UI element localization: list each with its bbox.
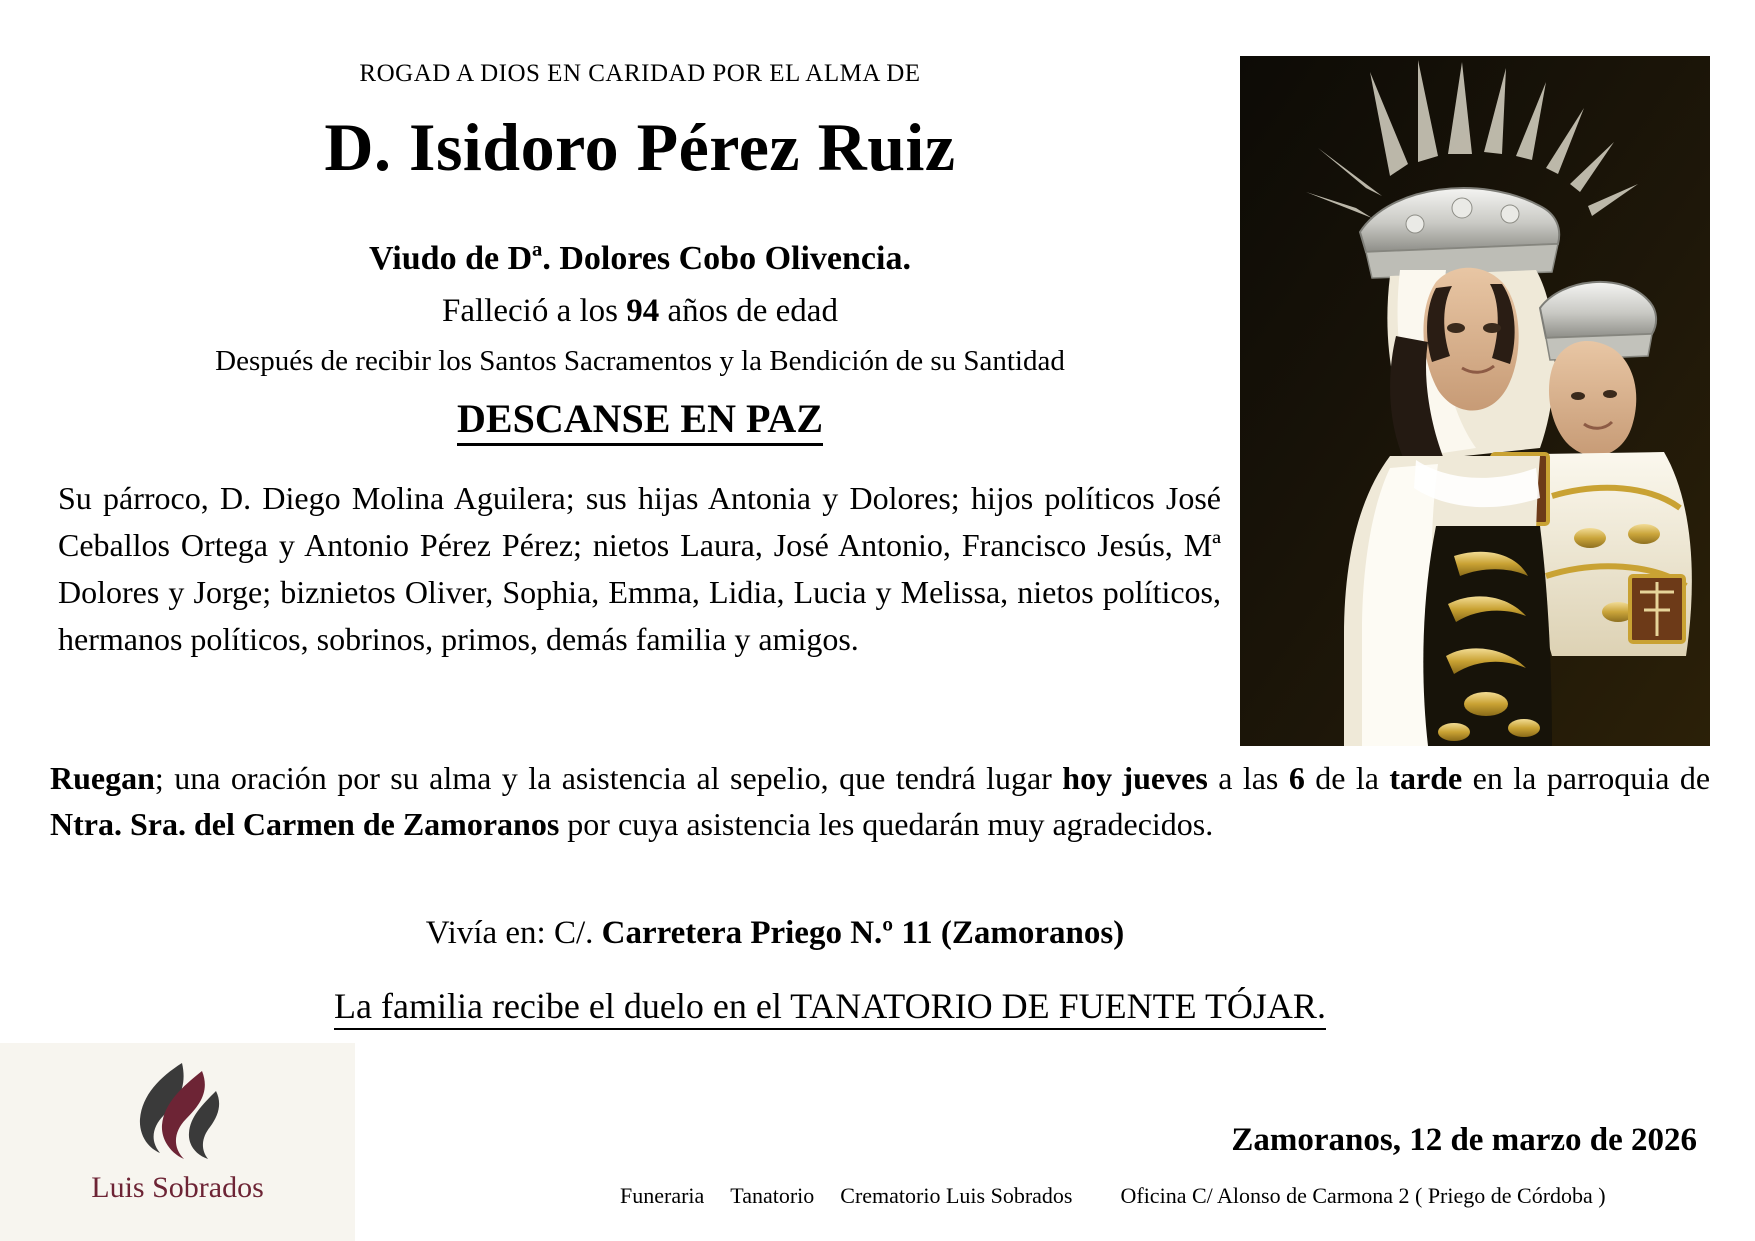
ruegan-part4: en la parroquia de <box>1462 760 1711 796</box>
address-prefix: Vivía en: C/. <box>425 915 602 951</box>
spouse-line: Viudo de Dª. Dolores Cobo Olivencia. <box>369 240 911 277</box>
funeral-hour: 6 <box>1288 760 1305 796</box>
company-logo <box>0 1043 355 1241</box>
logo-text: Luis Sobrados <box>91 1171 264 1204</box>
family-paragraph: Su párroco, D. Diego Molina Aguilera; sus hijas Antonia y Dolores; hijos políticos José Ceballos Ortega y Antonio Pérez Pérez; nietos Laura, José Antonio, Francisco Jesús, Mª Dolores y Jorge; biznietos Oliver, Sophia, Emma, Lidia, Lucia y Melissa, nietos políticos, hermanos políticos, sobrinos, primos, demás familia y amigos. <box>58 480 1221 658</box>
age-suffix: años de edad <box>659 293 838 329</box>
virgin-photo <box>1240 56 1710 746</box>
deceased-name: D. Isidoro Pérez Ruiz <box>324 109 956 185</box>
ruegan-part2: a las <box>1207 760 1289 796</box>
footer-service-funeraria: Funeraria <box>620 1183 705 1208</box>
tanatorio-line <box>50 985 1610 1027</box>
ruegan-part5: por cuya asistencia les quedarán muy agradecidos. <box>559 806 1214 843</box>
footer-service-tanatorio: Tanatorio <box>730 1183 815 1208</box>
church-name: Ntra. Sra. del Carmen de Zamoranos <box>50 806 560 843</box>
footer-service-crematorio: Crematorio Luis Sobrados <box>840 1183 1073 1208</box>
home-address <box>50 915 1500 952</box>
flame-icon <box>120 1061 230 1169</box>
ruegan-part3: de la <box>1304 760 1390 796</box>
rest-in-peace-text: DESCANSE EN PAZ <box>457 396 823 446</box>
funeral-day: hoy jueves <box>1062 760 1208 796</box>
footer-office: Oficina C/ Alonso de Carmona 2 ( Priego de Córdoba ) <box>1120 1183 1606 1208</box>
ruegan-part1: ; una oración por su alma y la asistencia al sepelio, que tendrá lugar <box>154 760 1063 796</box>
rest-in-peace <box>60 395 1220 442</box>
place-and-date: Zamoranos, 12 de marzo de 2026 <box>1231 1122 1697 1158</box>
age-line <box>60 293 1220 330</box>
sacraments-line: Después de recibir los Santos Sacramentos y la Bendición de su Santidad <box>215 345 1065 377</box>
address-value: Carretera Priego N.º 11 (Zamoranos) <box>601 915 1125 951</box>
footer-services <box>620 1183 1710 1209</box>
tanatorio-text: La familia recibe el duelo en el TANATORIO DE FUENTE TÓJAR. <box>334 986 1326 1030</box>
ruegan-lead: Ruegan <box>50 760 155 796</box>
age-prefix: Falleció a los <box>442 293 627 329</box>
funeral-daypart: tarde <box>1389 760 1463 796</box>
age-value: 94 <box>626 293 660 329</box>
rogad-heading: ROGAD A DIOS EN CARIDAD POR EL ALMA DE <box>359 60 921 87</box>
ruegan-paragraph <box>50 755 1710 848</box>
